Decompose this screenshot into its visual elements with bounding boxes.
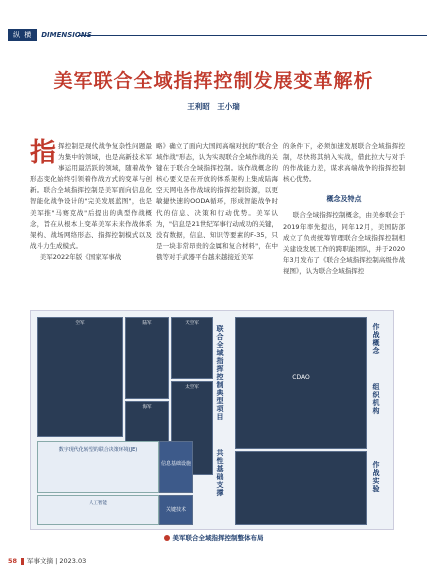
text-column-3 — [283, 141, 405, 277]
army-panel — [125, 317, 169, 399]
header-divider — [78, 35, 427, 36]
paragraph — [30, 138, 152, 252]
page-footer: 58 军事文摘 | 2023.03 — [8, 557, 87, 565]
article-title: 美军联合全域指挥控制发展变革解析 — [53, 70, 374, 92]
key-tech-panel — [159, 495, 193, 525]
panel-label: 天空军 — [185, 321, 199, 326]
figure-caption — [0, 533, 427, 542]
paragraph: 略》确立了面向大国间高端对抗的"联合全域作战"形态，认为实现联合全域作战的关键在于联合全域指挥控制。该作战概念的核心要义是在开放的体系架构上集成陆海空天网电各作战域的指挥控制资源，以更敏捷快速的OODA循环，形成智能战争时代的信息、决策和行动优势。美军认为，"信息是21世纪军事行动成功的关键，没有数据，信息、知识等要素的F-35，只是一块非常昂贵的金属和复合材料"，在中俄等对手武器平台越来越接近美军 — [156, 142, 278, 261]
right-label-experiment: 作战实验 — [372, 461, 380, 493]
caption-bullet-icon — [164, 535, 170, 541]
paragraph: 的条件下，必须加速发展联合全域指挥控制，尽快将其纳入实战，借此拉大与对手的作战能力差，谋求高端战争的指挥控制核心优势。 — [283, 142, 405, 184]
page-number: 58 — [8, 557, 18, 565]
right-label-concept: 作战概念 — [372, 323, 380, 355]
tech-items-panel — [37, 495, 159, 525]
section-subhead: 概念及特点 — [326, 195, 362, 204]
experiment-panel — [235, 451, 367, 525]
air-force-panel — [37, 317, 123, 437]
section-header — [8, 30, 92, 40]
panel-label: 海军 — [142, 405, 152, 410]
section-subtitle: DIMENSIONS — [41, 31, 92, 39]
mid-label: 共性基础支撑 — [216, 449, 224, 497]
panel-label: 太空军 — [185, 385, 199, 390]
center-label: 联合全域指挥控制典型项目 — [216, 325, 224, 421]
panel-label: 陆军 — [142, 321, 152, 326]
cdao-label: CDAO — [292, 374, 310, 381]
tech-item: 人工智能 — [89, 501, 107, 506]
issue: 2023.03 — [59, 557, 87, 565]
sky-force-panel — [171, 317, 213, 379]
info-base-panel — [159, 441, 193, 493]
paragraph: 联合全域指挥控制概念，由美参联会于2019年率先提出，同年12月，美国防部成立了负责统筹管理联合全域指挥控制相关建设发展工作的跨职能团队，并于2020年3月发布了《联合全域指挥控制高级作战视图》，认为联合全域指挥控 — [283, 211, 405, 275]
magazine-name: 军事文摘 — [27, 557, 54, 565]
right-label-org: 组织机构 — [372, 383, 380, 415]
panel-label: 信息基础设施 — [160, 461, 191, 467]
article-authors: 王利昭 王小瑞 — [187, 102, 240, 111]
paragraph-text: 挥控制是现代战争复杂性问题最为集中的领域，也是高新技术军事运用最活跃的领域，随着战争形态变化始终引领着作战方式的变革与创新。联合全域指挥控制是美军面向信息化智能化战争设计的"完美发展蓝图"，也是美军推"马赛克战"后提出的典型作战概念，旨在从根本上变革美军未来作战体系架构、战场网络形态、指挥控制模式以及战斗力生成模式。 — [30, 142, 152, 250]
section-tag: 纵 横 — [8, 29, 37, 41]
concept-panel — [235, 317, 367, 449]
panel-label: 数字现代化转型的联合决策环境(JE) — [58, 447, 138, 453]
panel-label: 空军 — [75, 321, 85, 326]
text-column-2 — [156, 141, 278, 263]
footer-bar-icon — [21, 558, 24, 565]
architecture-figure — [30, 310, 394, 530]
panel-label: 关键技术 — [165, 507, 186, 513]
drop-cap: 指 — [30, 138, 57, 168]
caption-text: 美军联合全域指挥控制整体布局 — [172, 534, 264, 542]
joint-env-panel — [37, 441, 159, 493]
paragraph: 美军2022年版《国家军事战 — [39, 252, 122, 261]
text-column-1 — [30, 138, 152, 263]
